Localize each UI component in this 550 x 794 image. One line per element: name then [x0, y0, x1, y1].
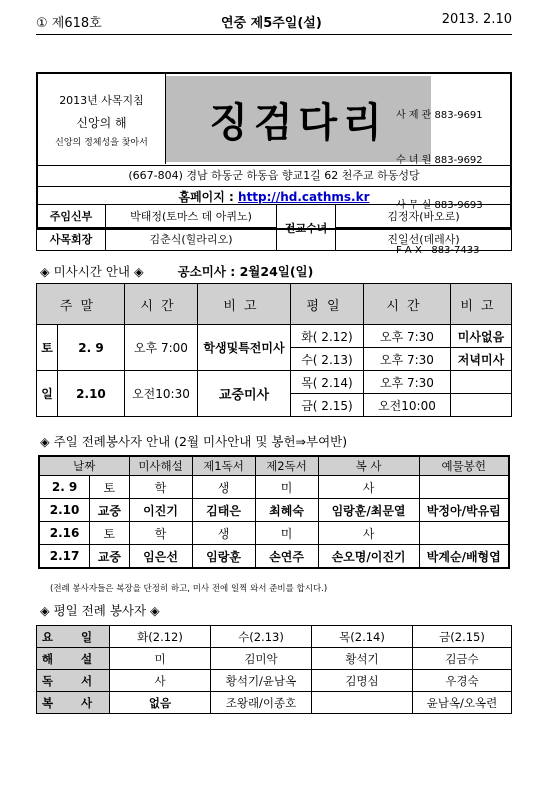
weekday-cell: 금(2.15) [413, 626, 512, 648]
sunday-service-table [38, 455, 510, 569]
mass-section-title: ◈ 미사시간 안내 ◈ [40, 264, 144, 279]
weekday-cell: 우경숙 [413, 670, 512, 692]
weekend-date: 2.10 [58, 371, 125, 417]
mass-schedule-table [36, 283, 512, 417]
col-commentator: 미사해설 [129, 456, 192, 476]
motto-main: 신앙의 해 [76, 116, 127, 130]
staff-table [36, 204, 512, 251]
weekday-cell: 없음 [110, 692, 211, 714]
service-offertory: 박정아/박유림 [419, 499, 509, 522]
service-altar-server: 손오명/이진기 [318, 545, 419, 569]
nun-name-2: 진일선(데레사) [336, 228, 512, 251]
weekday-cell [312, 692, 413, 714]
weekday-note: 저녁미사 [450, 348, 511, 371]
divider [36, 34, 512, 35]
service-reading-1: 임랑훈 [192, 545, 255, 569]
col-reading-2: 제2독서 [255, 456, 318, 476]
service-offertory [419, 476, 509, 499]
service-altar-server: 임랑훈/최문열 [318, 499, 419, 522]
col-note: 비고 [197, 284, 290, 325]
weekday-cell: 황석기/윤남옥 [211, 670, 312, 692]
service-reading-1: 김태은 [192, 499, 255, 522]
pastoral-motto [38, 74, 166, 164]
service-commentator: 이진기 [129, 499, 192, 522]
council-name: 김춘식(힐라리오) [106, 228, 277, 251]
service-date: 2.17 [39, 545, 90, 569]
motto-year: 2013년 사목지침 [59, 94, 144, 107]
contact-fax: F A X 883-7433 [396, 245, 480, 256]
service-date: 2.16 [39, 522, 90, 545]
col-weekday-time: 시간 [363, 284, 450, 325]
weekday-cell: 미 [110, 648, 211, 670]
service-section-heading: ◈ 주일 전례봉사자 안내 (2월 미사안내 및 봉헌⇒부여반) [40, 434, 348, 449]
weekday-row-label: 해 설 [37, 648, 110, 670]
nun-name-1: 김정자(바오로) [336, 205, 512, 228]
col-time: 시간 [124, 284, 197, 325]
motto-sub: 신앙의 정체성을 찾아서 [55, 138, 148, 148]
service-reading-2: 미 [255, 522, 318, 545]
weekday-note: 미사없음 [450, 325, 511, 348]
col-weekday-note: 비고 [450, 284, 511, 325]
issue-number: ① 제618호 [36, 16, 102, 31]
weekday-note [450, 394, 511, 417]
weekend-time: 오전10:30 [124, 371, 197, 417]
col-altar-server: 복 사 [318, 456, 419, 476]
service-reading-2: 미 [255, 476, 318, 499]
council-label: 사목회장 [37, 228, 106, 251]
pastor-name: 박태정(토마스 데 아퀴노) [106, 205, 277, 228]
service-altar-server: 사 [318, 522, 419, 545]
weekend-day: 일 [37, 371, 58, 417]
weekday-cell: 수(2.13) [211, 626, 312, 648]
weekday-time: 오후 7:30 [363, 371, 450, 394]
weekend-note: 교중미사 [197, 371, 290, 417]
address: (667-804) 경남 하동군 하동읍 향교1길 62 천주교 하동성당 [38, 165, 510, 186]
service-altar-server: 사 [318, 476, 419, 499]
service-commentator: 학 [129, 476, 192, 499]
col-weekend: 주말 [37, 284, 125, 325]
weekend-note: 학생및특전미사 [197, 325, 290, 371]
weekend-time: 오후 7:00 [124, 325, 197, 371]
weekday-cell: 조왕래/이종호 [211, 692, 312, 714]
service-date: 2. 9 [39, 476, 90, 499]
col-reading-1: 제1독서 [192, 456, 255, 476]
service-reading-2: 최혜숙 [255, 499, 318, 522]
col-date: 날짜 [39, 456, 129, 476]
homepage-link[interactable]: http://hd.cathms.kr [238, 190, 370, 204]
issue-header [36, 12, 512, 30]
contact-rectory: 사 제 관 883-9691 [396, 110, 483, 121]
weekday-date: 목( 2.14) [290, 371, 363, 394]
service-reading-1: 생 [192, 476, 255, 499]
weekend-date: 2. 9 [58, 325, 125, 371]
service-day: 교중 [90, 499, 129, 522]
service-day: 토 [90, 476, 129, 499]
weekday-section-heading: ◈ 평일 전례 봉사자 ◈ [40, 603, 160, 618]
bulletin-date: 2013. 2.10 [441, 12, 512, 27]
mission-mass-note: 공소미사 : 2월24일(일) [177, 264, 314, 279]
weekday-date: 화( 2.12) [290, 325, 363, 348]
contact-convent: 수 녀 원 883-9692 [396, 155, 483, 166]
service-offertory [419, 522, 509, 545]
mass-section-heading [40, 262, 313, 280]
weekend-day: 토 [37, 325, 58, 371]
service-reading-1: 생 [192, 522, 255, 545]
weekday-service-table [36, 625, 512, 714]
bulletin-title: 연중 제5주일(설) [221, 16, 322, 31]
weekday-time: 오후 7:30 [363, 348, 450, 371]
weekday-time: 오후 7:30 [363, 325, 450, 348]
weekday-note [450, 371, 511, 394]
weekday-cell: 윤남옥/오옥련 [413, 692, 512, 714]
weekday-date: 금( 2.15) [290, 394, 363, 417]
nun-label: 전교수녀 [277, 205, 336, 251]
weekday-cell: 김금수 [413, 648, 512, 670]
service-day: 토 [90, 522, 129, 545]
weekday-row-label: 독 서 [37, 670, 110, 692]
weekday-cell: 목(2.14) [312, 626, 413, 648]
weekday-cell: 황석기 [312, 648, 413, 670]
col-weekday: 평일 [290, 284, 363, 325]
service-commentator: 학 [129, 522, 192, 545]
service-commentator: 임은선 [129, 545, 192, 569]
weekday-row-label: 요 일 [37, 626, 110, 648]
weekday-date: 수( 2.13) [290, 348, 363, 371]
homepage-label: 홈페이지 : [178, 190, 239, 204]
weekday-cell: 사 [110, 670, 211, 692]
logo-text: 징검다리 [209, 98, 388, 146]
pastor-label: 주임신부 [37, 205, 106, 228]
weekday-cell: 김미악 [211, 648, 312, 670]
service-offertory: 박계순/배형엽 [419, 545, 509, 569]
service-reading-2: 손연주 [255, 545, 318, 569]
col-offertory: 예물봉헌 [419, 456, 509, 476]
weekday-time: 오전10:00 [363, 394, 450, 417]
weekday-cell: 화(2.12) [110, 626, 211, 648]
service-note: (전례 봉사자들은 복장을 단정히 하고, 미사 전에 일찍 와서 준비를 합시다.) [50, 584, 328, 594]
weekday-cell: 김명심 [312, 670, 413, 692]
weekday-row-label: 복 사 [37, 692, 110, 714]
service-date: 2.10 [39, 499, 90, 522]
logo [166, 76, 431, 162]
contact-office: 사 무 실 883-9693 [396, 200, 483, 211]
service-day: 교중 [90, 545, 129, 569]
